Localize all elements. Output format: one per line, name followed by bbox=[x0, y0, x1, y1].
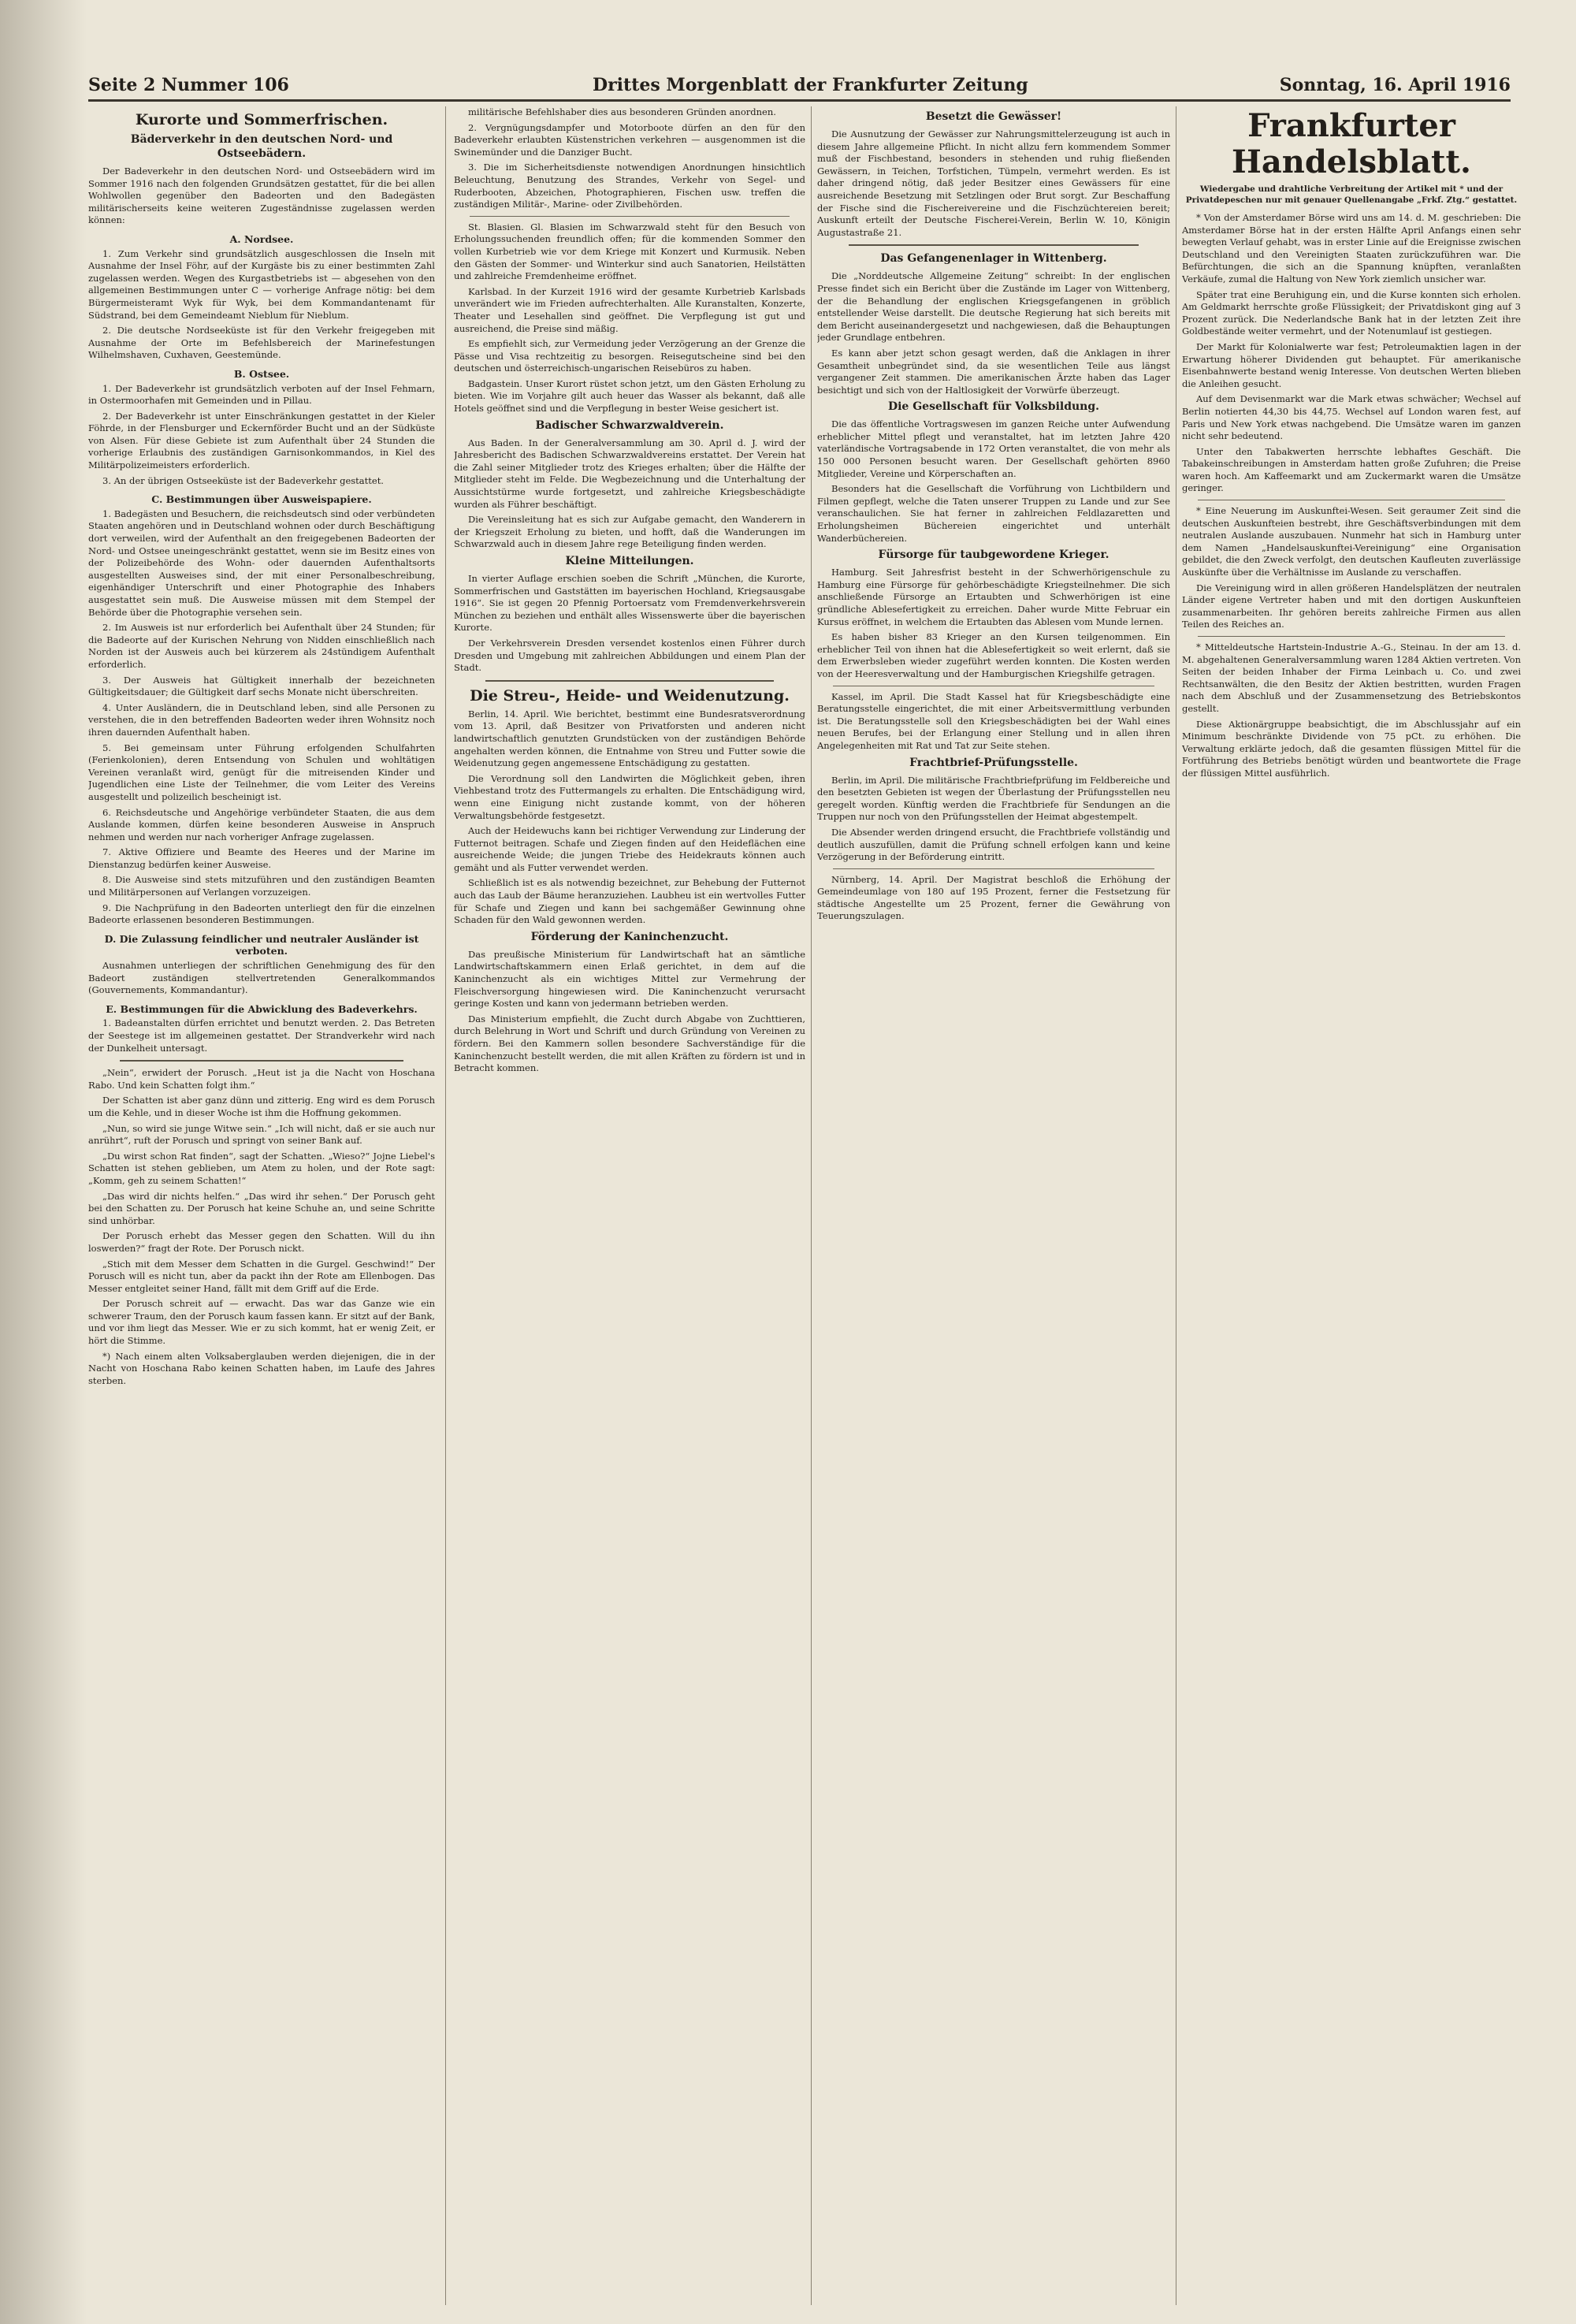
paragraph: Der Verkehrsverein Dresden versendet kostenlos einen Führer durch Dresden und Umgebung mit zahlreichen Abbildungen und einem Plan der Stadt. bbox=[454, 637, 805, 674]
paragraph: Der Markt für Kolonialwerte war fest; Petroleumaktien lagen in der Erwartung höherer Dividenden gut behauptet. Für amerikanische Eisenbahnwerte bestand wenig Interesse. Von deutschen Werten blieben die Anleihen gesucht. bbox=[1182, 340, 1521, 389]
paragraph: Die das öffentliche Vortragswesen im ganzen Reiche unter Aufwendung erheblicher Mittel pflegt und veranstaltet, hat im letzten Jahre 420 vaterländische Vortragsabende in 172 Orten veranstaltet, die von mehr als 150 000 Personen besucht waren. Der Gesellschaft gehörten 8960 Mitglieder, Vereine und Körperschaften an. bbox=[817, 418, 1170, 479]
paragraph: Ausnahmen unterliegen der schriftlichen Genehmigung des für den Badeort zuständigen stellvertretenden Generalkommandos (Gouvernements, Kommandantur). bbox=[88, 960, 435, 996]
section-heading: E. Bestimmungen für die Abwicklung des Badeverkehrs. bbox=[106, 1002, 418, 1015]
header-rule bbox=[88, 99, 1511, 102]
paragraph: 3. Die im Sicherheitsdienste notwendigen Anordnungen hinsichtlich Beleuchtung, Benutzung des Strandes, Verkehr von Segel- und Ruderbooten, Abzeichen, Photographieren, Fischen usw. treffen die zuständigen Militär-, Marine- oder Zivilbehörden. bbox=[454, 162, 805, 210]
article-title: Kleine Mitteilungen. bbox=[565, 555, 694, 567]
paragraph: 2. Der Badeverkehr ist unter Einschränkungen gestattet in der Kieler Föhrde, in der Flensburger und Eckernförder Bucht und an der Südküste von Alsen. Für diese Gebiete ist zum Aufenthalt über 24 Stunden die vorherige Erlaubnis des zuständigen Garnisonkommandos, in Kiel des Militärpolizeimeisters erforderlich. bbox=[88, 410, 435, 471]
article-title: Fürsorge für taubgewordene Krieger. bbox=[878, 548, 1110, 562]
paragraph: * Von der Amsterdamer Börse wird uns am 14. d. M. geschrieben: Die Amsterdamer Börse hat in der ersten Hälfte April Anfangs einen sehr bewegten Verlauf gehabt, was in erster Linie auf die Ereignisse zwischen Deutschland und den Vereinigten Staaten zurückzuführen war. Die Befürchtungen, die sich an die Spannung knüpften, veranlaßten Verkäufe, zumal die Haltung von New York ziemlich unsicher war. bbox=[1182, 212, 1521, 284]
paragraph: 3. An der übrigen Ostseeküste ist der Badeverkehr gestattet. bbox=[102, 474, 384, 486]
paragraph: In vierter Auflage erschien soeben die Schrift „München, die Kurorte, Sommerfrischen und Gaststätten im bayerischen Hochland, Kriegsausgabe 1916“. Sie ist gegen 20 Pfennig Portoersatz vom Fremdenverkehrsverein München zu beziehen und enthält alles Wissenswerte über die bayerischen Kurorte. bbox=[454, 573, 805, 634]
feuilleton-divider bbox=[120, 1060, 403, 1062]
paragraph: 2. Im Ausweis ist nur erforderlich bei Aufenthalt über 24 Stunden; für die Badeorte auf der Kurischen Nehrung von Nidden einschließlich nach Norden ist der Ausweis auch bei kürzerem als 24stündigem Aufenthalt erforderlich. bbox=[88, 622, 435, 670]
paragraph: 9. Die Nachprüfung in den Badeorten unterliegt den für die einzelnen Badeorte erlassenen besonderen Bestimmungen. bbox=[88, 902, 435, 926]
column-4 bbox=[1182, 106, 1521, 2305]
paragraph: Karlsbad. In der Kurzeit 1916 wird der gesamte Kurbetrieb Karlsbads unverändert wie im Frieden aufrechterhalten. Alle Kuranstalten, Konzerte, Theater und Lesehallen sind geöffnet. Die Verpflegung ist gut und ausreichend, die Preise sind mäßig. bbox=[454, 285, 805, 334]
paragraph: Auf dem Devisenmarkt war die Mark etwas schwächer; Wechsel auf Berlin notierten 44,30 bis 44,75. Wechsel auf London waren fest, auf Paris und New York etwas nachgebend. Die Umsätze waren im ganzen nicht sehr bedeutend. bbox=[1182, 393, 1521, 442]
paragraph: Es kann aber jetzt schon gesagt werden, daß die Anklagen in ihrer Gesamtheit unbegründet sind, da sie wesentlichen Teile aus längst vergangener Zeit stammen. Die amerikanischen Ärzte haben das Lager besichtigt und sich von der Haltlosigkeit der Vorwürfe überzeugt. bbox=[817, 347, 1170, 396]
feuilleton-paragraph: „Stich mit dem Messer dem Schatten in die Gurgel. Geschwind!“ Der Porusch will es nicht tun, aber da packt ihn der Rote am Ellenbogen. Das Messer entgleitet seiner Hand, fällt mit dem Griff auf die Erde. bbox=[88, 1258, 435, 1294]
paragraph: 1. Badeanstalten dürfen errichtet und benutzt werden. 2. Das Betreten der Seestege ist im allgemeinen gestattet. Der Strandverkehr wird nach der Dunkelheit untersagt. bbox=[88, 1017, 435, 1054]
paragraph: Die Ausnutzung der Gewässer zur Nahrungsmittelerzeugung ist auch in diesem Jahre allgemeine Pflicht. In nicht allzu fern kommendem Sommer muß der Fischbestand, besonders in stehenden und ruhig fließenden Gewässern, in Teichen, Torfstichen, Tümpeln, vermehrt werden. Es ist daher dringend nötig, daß jeder Besitzer eines Gewässers für eine ausreichende Besetzung mit Setzlingen oder Brut sorgt. Zur Beschaffung der Fische sind die Fischereivereine und die Fischzüchtereien bereit; Auskunft erteilt der Deutsche Fischerei-Verein, Berlin W. 10, Königin Augustastraße 21. bbox=[817, 128, 1170, 238]
issue-date: Sonntag, 16. April 1916 bbox=[1279, 75, 1511, 95]
page-header bbox=[88, 75, 1511, 106]
article-title: Die Streu-, Heide- und Weidenutzung. bbox=[470, 686, 790, 705]
article-title: Die Gesellschaft für Volksbildung. bbox=[887, 400, 1100, 414]
paragraph: Berlin, 14. April. Wie berichtet, bestimmt eine Bundesratsverordnung vom 13. April, daß Besitzer von Privatforsten und anderen nicht landwirtschaftlich genutzten Grundstücken von der zuständigen Behörde angehalten werden können, die Entnahme von Streu und Futter sowie die Weidenutzung gegen angemessene Entschädigung zu gestatten. bbox=[454, 708, 805, 769]
article-title: Besetzt die Gewässer! bbox=[925, 110, 1062, 123]
paragraph: 4. Unter Ausländern, die in Deutschland leben, sind alle Personen zu verstehen, die in den betreffenden Badeorten weder ihren Wohnsitz noch ihren dauernden Aufenthalt haben. bbox=[88, 701, 435, 738]
paragraph: Es haben bisher 83 Krieger an den Kursen teilgenommen. Ein erheblicher Teil von ihnen hat die Ablesefertigkeit so weit erlernt, daß sie dem Erwerbsleben wieder zugeführt werden konnten. Die Kosten werden von der Heeresverwaltung und der Hamburgischen Kriegshilfe getragen. bbox=[817, 631, 1170, 679]
paragraph: 2. Vergnügungsdampfer und Motorboote dürfen an den für den Badeverkehr erlaubten Küstenstrichen verkehren — ausgenommen ist die Swinemünder und die Danziger Bucht. bbox=[454, 121, 805, 158]
paragraph: 3. Der Ausweis hat Gültigkeit innerhalb der bezeichneten Gültigkeitsdauer; die Gültigkeit darf sechs Monate nicht überschreiten. bbox=[88, 674, 435, 698]
paragraph: Später trat eine Beruhigung ein, und die Kurse konnten sich erholen. Am Geldmarkt herrschte große Flüssigkeit; der Privatdiskont ging auf 3 Prozent zurück. Die Nederlandsche Bank hat in der letzten Zeit ihre Goldbestände weiter vermehrt, und der Notenumlauf ist gestiegen. bbox=[1182, 288, 1521, 337]
paragraph: 1. Badegästen und Besuchern, die reichsdeutsch sind oder verbündeten Staaten angehören und in Deutschland wohnen oder durch Beschäftigung dort verweilen, wird der Aufenthalt an den freigegebenen Badeorten der Nord- und Ostsee uneingeschränkt gestattet, wenn sie im Besitz eines von der Polizeibehörde des Wohn- oder dauernden Aufenthaltsorts ausgestellten Ausweises sind, der mit einer Personalbeschreibung, eigenhändiger Unterschrift und einer Photographie des Inhabers ausgestattet sein muß. Die Ausweise müssen mit dem Stempel der Behörde über die Photographie versehen sein. bbox=[88, 508, 435, 618]
feuilleton-paragraph: „Du wirst schon Rat finden“, sagt der Schatten. „Wieso?“ Jojne Liebel's Schatten ist stehen geblieben, um Atem zu holen, und der Rote sagt: „Komm, geh zu seinem Schatten!“ bbox=[88, 1150, 435, 1186]
paragraph: St. Blasien. Gl. Blasien im Schwarzwald steht für den Besuch von Erholungssuchenden freundlich offen; für die kommenden Sommer den vollen Kurbetrieb wie vor dem Kriege mit Konzert und Kurmusik. Neben den Gästen der Sommer- und Winterkur sind auch Sanatorien, Heilstätten und zahlreiche Fremdenheime eröffnet. bbox=[454, 221, 805, 282]
masthead-notice: Wiedergabe und drahtliche Verbreitung der Artikel mit * und der Privatdepeschen nur mit genauer Quellenangabe „Frkf. Ztg.“ gestattet. bbox=[1185, 184, 1518, 205]
paragraph: Berlin, im April. Die militärische Frachtbriefprüfung im Feldbereiche und den besetzten Gebieten ist wegen der Überlastung der Prüfungsstellen neu geregelt worden. Künftig werden die Frachtbriefe für Sendungen an die Truppen nur noch von den Prüfungsstellen der Heimat abgestempelt. bbox=[817, 774, 1170, 823]
feuilleton-paragraph: „Nein“, erwidert der Porusch. „Heut ist ja die Nacht von Hoschana Rabo. Und kein Schatten folgt ihm.“ bbox=[88, 1067, 435, 1091]
paragraph: Badgastein. Unser Kurort rüstet schon jetzt, um den Gästen Erholung zu bieten. Wie im Vorjahre gilt auch heuer das Wasser als bekannt, daß alle Hotels geöffnet sind und die Verpflegung in bester Weise gesichert ist. bbox=[454, 377, 805, 415]
paragraph: militärische Befehlshaber dies aus besonderen Gründen anordnen. bbox=[468, 106, 776, 117]
column-rule-2 bbox=[811, 106, 812, 2305]
feuilleton-paragraph: Der Schatten ist aber ganz dünn und zitterig. Eng wird es dem Porusch um die Kehle, und in dieser Woche ist ihm die Hoffnung gekommen. bbox=[88, 1095, 435, 1118]
paragraph: 8. Die Ausweise sind stets mitzuführen und den zuständigen Beamten und Militärpersonen auf Verlangen vorzuzeigen. bbox=[88, 874, 435, 898]
page-number-label: Seite 2 Nummer 106 bbox=[88, 75, 289, 95]
paragraph: Auch der Heidewuchs kann bei richtiger Verwendung zur Linderung der Futternot beitragen. Schafe und Ziegen finden auf den Heideflächen eine ausreichende Weide; die jungen Triebe des Heidekrauts können auch gemäht und als Futter verwendet werden. bbox=[454, 825, 805, 873]
section-heading: C. Bestimmungen über Ausweispapiere. bbox=[151, 493, 372, 506]
edition-title: Drittes Morgenblatt der Frankfurter Zeitung bbox=[593, 75, 1028, 95]
paragraph: Hamburg. Seit Jahresfrist besteht in der Schwerhörigenschule zu Hamburg eine Fürsorge für gehörbeschädigte Kriegsteilnehmer. Die sich anschließende Fürsorge an Ertaubten und Schwerhörigen ist eine gründliche Ablesefertigkeit zu erreichen. Daher wurde Mitte Februar ein Kursus eröffnet, in welchem die Ertaubten das Ablesen vom Munde lernen. bbox=[817, 567, 1170, 627]
article-title: Badischer Schwarzwaldverein. bbox=[535, 418, 724, 432]
feuilleton-paragraph: „Nun, so wird sie junge Witwe sein.“ „Ich will nicht, daß er sie auch nur anrührt“, ruft der Porusch und springt von seiner Bank auf. bbox=[88, 1122, 435, 1147]
paragraph: Die Absender werden dringend ersucht, die Frachtbriefe vollständig und deutlich auszufüllen, damit die Prüfung schnell erfolgen kann und keine Verzögerung in der Beförderung eintritt. bbox=[817, 826, 1170, 863]
article-title: Kurorte und Sommerfrischen. bbox=[135, 111, 388, 128]
section-heading: A. Nordsee. bbox=[229, 232, 294, 245]
feuilleton-paragraph: Der Porusch schreit auf — erwacht. Das war das Ganze wie ein schwerer Traum, den der Porusch kaum fassen kann. Er sitzt auf der Bank, und vor ihm liegt das Messer. Wie er zu sich kommt, hat er wenig Zeit, er hört die Stimme. bbox=[88, 1298, 435, 1347]
handelsblatt-masthead: Frankfurter Handelsblatt. bbox=[1232, 107, 1471, 180]
paragraph: Die Vereinigung wird in allen größeren Handelsplätzen der neutralen Länder eigene Vertreter haben und mit den dortigen Auskunfteien zusammenarbeiten. Ihr gehören bereits zahlreiche Firmen aus allen Teilen des Reiches an. bbox=[1182, 582, 1521, 630]
paragraph: Das Ministerium empfiehlt, die Zucht durch Abgabe von Zuchttieren, durch Belehrung in Wort und Schrift und durch Gründung von Vereinen zu fördern. Bei den Kammern sollen besondere Sachverständige für die Kaninchenzucht bestellt werden, die mit allen Kräften zu fördern ist und in Betracht kommen. bbox=[454, 1013, 805, 1074]
paragraph: Der Badeverkehr in den deutschen Nord- und Ostseebädern wird im Sommer 1916 nach den folgenden Grundsätzen gestattet, für die bei allen Wohlwollen gegenüber den Badeorten und den Badegästen militärischerseits keine weiteren Zugeständnisse zugelassen werden können: bbox=[88, 165, 435, 226]
paragraph: * Mitteldeutsche Hartstein-Industrie A.-G., Steinau. In der am 13. d. M. abgehaltenen Generalversammlung waren 1284 Aktien vertreten. Von Seiten der beiden Inhaber der Firma Leinbach u. Co. und zwei Rechtsanwälten, die den Besitz der Aktien bestritten, wurden Fragen nach dem Abschluß und der Zusammensetzung des Betriebskontos gestellt. bbox=[1182, 641, 1521, 714]
paragraph: 5. Bei gemeinsam unter Führung erfolgenden Schulfahrten (Ferienkolonien), deren Entsendung von Schulen und wohltätigen Vereinen veranlaßt wird, genügt für die mitreisenden Kinder und Jugendlichen eine Liste der Teilnehmer, die vom Leiter des Vereins ausgestellt und polizeilich bescheinigt ist. bbox=[88, 742, 435, 802]
article-title: Förderung der Kaninchenzucht. bbox=[530, 930, 729, 943]
paragraph: Kassel, im April. Die Stadt Kassel hat für Kriegsbeschädigte eine Beratungsstelle eingerichtet, die mit einer Arbeitsvermittlung verbunden ist. Die Beratungsstelle soll den Kriegsbeschädigten bei der Wahl eines neuen Berufes, bei der Erlangung einer Stellung und in allen ihren Angelegenheiten mit Rat und Tat zur Seite stehen. bbox=[817, 690, 1170, 751]
article-subtitle: Bäderverkehr in den deutschen Nord- und Ostseebädern. bbox=[130, 133, 393, 160]
column-1 bbox=[88, 106, 435, 2305]
section-heading: D. Die Zulassung feindlicher und neutraler Ausländer ist verboten. bbox=[104, 932, 419, 957]
paragraph: 1. Der Badeverkehr ist grundsätzlich verboten auf der Insel Fehmarn, in Ostermoorhafen mit Gemeinden und in Pillau. bbox=[88, 382, 435, 407]
paragraph: Nürnberg, 14. April. Der Magistrat beschloß die Erhöhung der Gemeindeumlage von 180 auf 195 Prozent, ferner die Festsetzung für städtische Angestellte um 25 Prozent, ferner die Gewährung von Teuerungszulagen. bbox=[817, 873, 1170, 922]
paragraph: Unter den Tabakwerten herrschte lebhaftes Geschäft. Die Tabakeinschreibungen in Amsterdam hatten große Zufuhren; die Preise waren hoch. Am Kaffeemarkt und am Zuckermarkt waren die Umsätze geringer. bbox=[1182, 445, 1521, 494]
paragraph: 2. Die deutsche Nordseeküste ist für den Verkehr freigegeben mit Ausnahme der Orte im Befehlsbereich der Marinefestungen Wilhelmshaven, Cuxhaven, Geestemünde. bbox=[88, 325, 435, 361]
section-divider bbox=[849, 244, 1139, 246]
section-divider bbox=[485, 680, 774, 682]
column-2 bbox=[454, 106, 805, 2305]
story-divider bbox=[1198, 636, 1505, 637]
column-3 bbox=[817, 106, 1170, 2305]
paragraph: Die Verordnung soll den Landwirten die Möglichkeit geben, ihren Viehbestand trotz des Futtermangels zu erhalten. Die Entschädigung wird, wenn eine Einigung nicht zustande kommt, von der höheren Verwaltungsbehörde festgesetzt. bbox=[454, 772, 805, 821]
article-title: Das Gefangenenlager in Wittenberg. bbox=[880, 252, 1107, 266]
paragraph: Die Vereinsleitung hat es sich zur Aufgabe gemacht, den Wanderern in der Kriegszeit Erholung zu bieten, und hofft, daß die Wanderungen im Schwarzwald auch in diesem Jahre rege Beteiligung finden werden. bbox=[454, 514, 805, 550]
paragraph: Das preußische Ministerium für Landwirtschaft hat an sämtliche Landwirtschaftskammern einen Erlaß gerichtet, in dem auf die Kaninchenzucht als ein wichtiges Mittel zur Vermehrung der Fleischversorgung hingewiesen wird. Die Kaninchenzucht verursacht geringe Kosten und kann von jedermann betrieben werden. bbox=[454, 948, 805, 1010]
paragraph: Besonders hat die Gesellschaft die Vorführung von Lichtbildern und Filmen gepflegt, welche die Taten unserer Truppen zu Lande und zur See veranschaulichen. Sie hat ferner in zahlreichen Feldlazaretten und Erholungsheimen Büchereien eingerichtet und unterhält Wanderbüchereien. bbox=[817, 483, 1170, 544]
feuilleton-paragraph: Der Porusch erhebt das Messer gegen den Schatten. Will du ihn loswerden?“ fragt der Rote. Der Porusch nickt. bbox=[88, 1230, 435, 1254]
paragraph: Es empfiehlt sich, zur Vermeidung jeder Verzögerung an der Grenze die Pässe und Visa rechtzeitig zu besorgen. Reisegutscheine sind bei den deutschen und österreichisch-ungarischen Reisebüros zu haben. bbox=[454, 338, 805, 374]
paragraph: 1. Zum Verkehr sind grundsätzlich ausgeschlossen die Inseln mit Ausnahme der Insel Föhr, auf der Kurgäste bis zu einer bestimmten Zahl zugelassen werden. Wegen des Kurgastbetriebs ist — abgesehen von den allgemeinen Bestimmungen unter C — vorherige Anfrage nötig: bei dem Bürgermeisteramt Wyk für Wyk, bei dem Kommandantenamt für Südstrand, bei dem Gemeindeamt Nieblum für Nieblum. bbox=[88, 247, 435, 321]
story-divider bbox=[833, 868, 1154, 869]
paragraph: Aus Baden. In der Generalversammlung am 30. April d. J. wird der Jahresbericht des Badischen Schwarzwaldvereins erstattet. Der Verein hat die Zahl seiner Mitglieder trotz des Krieges erhalten; über die Hälfte der Mitglieder steht im Felde. Die Wegbezeichnung und die Unterhaltung der Aussichtstürme wurde fortgesetzt, und zahlreiche Kriegsbeschädigte wurden als Führer beschäftigt. bbox=[454, 437, 805, 510]
page-gutter-shadow bbox=[0, 0, 87, 2324]
paragraph: Diese Aktionärgruppe beabsichtigt, die im Abschlussjahr auf ein Minimum beschränkte Dividende von 75 pCt. zu erhöhen. Die Verwaltung erklärte jedoch, daß die gesamten flüssigen Mittel für die Fortführung des Betriebs benötigt würden und beantwortete die Frage der flüssigen Mittel ausführlich. bbox=[1182, 718, 1521, 779]
article-title: Frachtbrief-Prüfungsstelle. bbox=[909, 756, 1078, 769]
footnote: *) Nach einem alten Volksaberglauben werden diejenigen, die in der Nacht von Hoschana Rabo keinen Schatten haben, im Laufe des Jahres sterben. bbox=[88, 1350, 435, 1386]
column-rule-1 bbox=[445, 106, 446, 2305]
story-divider bbox=[470, 216, 790, 217]
paragraph: * Eine Neuerung im Auskunftei-Wesen. Seit geraumer Zeit sind die deutschen Auskunfteien bestrebt, ihre Geschäftsverbindungen mit dem neutralen Auslande auszubauen. Nunmehr hat sich in Hamburg unter dem Namen „Handelsauskunftei-Vereinigung“ eine Organisation gebildet, die den Zweck verfolgt, den deutschen Kaufleuten zuverlässige Auskünfte über die Verhältnisse im Auslande zu verschaffen. bbox=[1182, 505, 1521, 578]
paragraph: 6. Reichsdeutsche und Angehörige verbündeter Staaten, die aus dem Auslande kommen, dürfen keine besonderen Ausweise in Anspruch nehmen und werden nur nach vorheriger Anfrage zugelassen. bbox=[88, 806, 435, 842]
feuilleton-paragraph: „Das wird dir nichts helfen.“ „Das wird ihr sehen.“ Der Porusch geht bei den Schatten zu. Der Porusch hat keine Schuhe an, und seine Schritte sind unhörbar. bbox=[88, 1190, 435, 1226]
paragraph: 7. Aktive Offiziere und Beamte des Heeres und der Marine im Dienstanzug bedürfen keiner Ausweise. bbox=[88, 846, 435, 870]
section-heading: B. Ostsee. bbox=[233, 367, 290, 380]
paragraph: Die „Norddeutsche Allgemeine Zeitung“ schreibt: In der englischen Presse findet sich ein Bericht über die Zustände im Lager von Wittenberg, der die Behandlung der englischen Kriegsgefangenen in gröblich entstellender Weise darstellt. Die deutsche Regierung hat sich bereits mit dem Bericht auseinandergesetzt und nachgewiesen, daß die Behauptungen jeder Grundlage entbehren. bbox=[817, 270, 1170, 344]
paragraph: Schließlich ist es als notwendig bezeichnet, zur Behebung der Futternot auch das Laub der Bäume heranzuziehen. Laubheu ist ein wertvolles Futter für Schafe und Ziegen und kann bei sachgemäßer Gewinnung ohne Schaden für den Wald gewonnen werden. bbox=[454, 877, 805, 926]
